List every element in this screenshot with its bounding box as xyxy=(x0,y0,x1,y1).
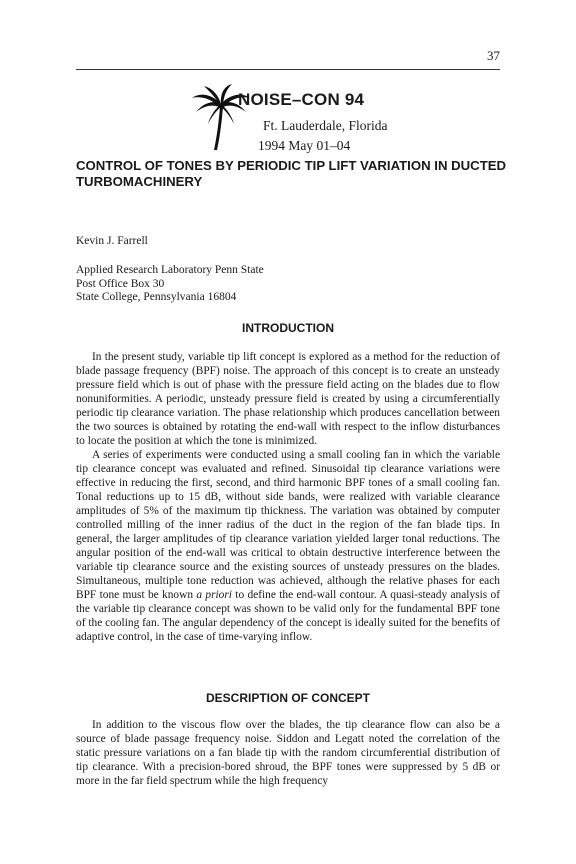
section-heading-description: DESCRIPTION OF CONCEPT xyxy=(205,691,370,705)
description-body xyxy=(76,718,500,788)
author-name: Kevin J. Farrell xyxy=(76,235,148,247)
paper-title: CONTROL OF TONES BY PERIODIC TIP LIFT VARIATION IN DUCTED TURBOMACHINERY xyxy=(76,158,507,189)
affiliation-line: Applied Research Laboratory Penn State xyxy=(76,264,264,276)
emphasis-text: a priori xyxy=(196,589,232,601)
author-affiliation xyxy=(76,264,264,305)
affiliation-line: Post Office Box 30 xyxy=(76,277,165,290)
header-rule xyxy=(76,69,500,70)
introduction-body xyxy=(76,350,500,644)
affiliation-line: State College, Pennsylvania 16804 xyxy=(76,291,237,304)
paragraph-text: A series of experiments were conducted using a small cooling fan in which the variable tip clearance concept was evaluated and refined. Sinusoidal tip clearance variations were effective in reducing the first, second, and third harmonic BPF tones of a small cooling fan. Tonal reductions up to 15 dB, without side bands, were realized with variable clearance amplitudes of 5% of the maximum tip thickness. The variation was obtained by computer controlled milling of the inner radius of the duct in the region of the fan blade tips. In general, the larger amplitudes of tip clearance variation yielded larger tonal reductions. The angular position of the end-wall was critical to obtain destructive interference between the variable tip clearance source and the existing sources of unsteady pressures on the blades. Simultaneous, multiple tone reduction was achieved, although the relative phases for each BPF tone must be known xyxy=(76,449,500,601)
page-number: 37 xyxy=(487,48,500,63)
conference-date: 1994 May 01–04 xyxy=(258,138,351,153)
conference-name: NOISE–CON 94 xyxy=(238,90,365,109)
paragraph: In addition to the viscous flow over the blades, the tip clearance flow can also be a source of blade passage frequency noise. Siddon and Legatt noted the correlation of the static pressure variations on a fan blade tip with the random circumferential distribution of tip clearance. With a precision-bored shroud, the BPF tones were suppressed by 5 dB or more in the far field spectrum while the high frequency xyxy=(76,719,500,787)
section-heading-introduction: INTRODUCTION xyxy=(242,321,334,335)
conference-location: Ft. Lauderdale, Florida xyxy=(263,118,388,133)
paragraph xyxy=(76,448,500,644)
paragraph: In the present study, variable tip lift concept is explored as a method for the reduction of blade passage frequency (BPF) noise. The approach of this concept is to create an unsteady pressure field which is out of phase with the pressure field acting on the blades due to flow nonuniformities. A periodic, unsteady pressure field is created by using a circumferentially periodic tip clearance variation. The phase relationship which produces cancellation between the two sources is obtained by rotating the end-wall with respect to the inflow disturbances to locate the position at which the tone is minimized. xyxy=(76,351,500,447)
paragraph-text: to define the end-wall contour. A quasi-steady analysis of the variable tip clearance concept was shown to be valid only for the fundamental BPF tone of the cooling fan. The angular dependency of the concept is ideally suited for the benefits of adaptive control, in the case of time-varying inflow. xyxy=(76,589,501,643)
